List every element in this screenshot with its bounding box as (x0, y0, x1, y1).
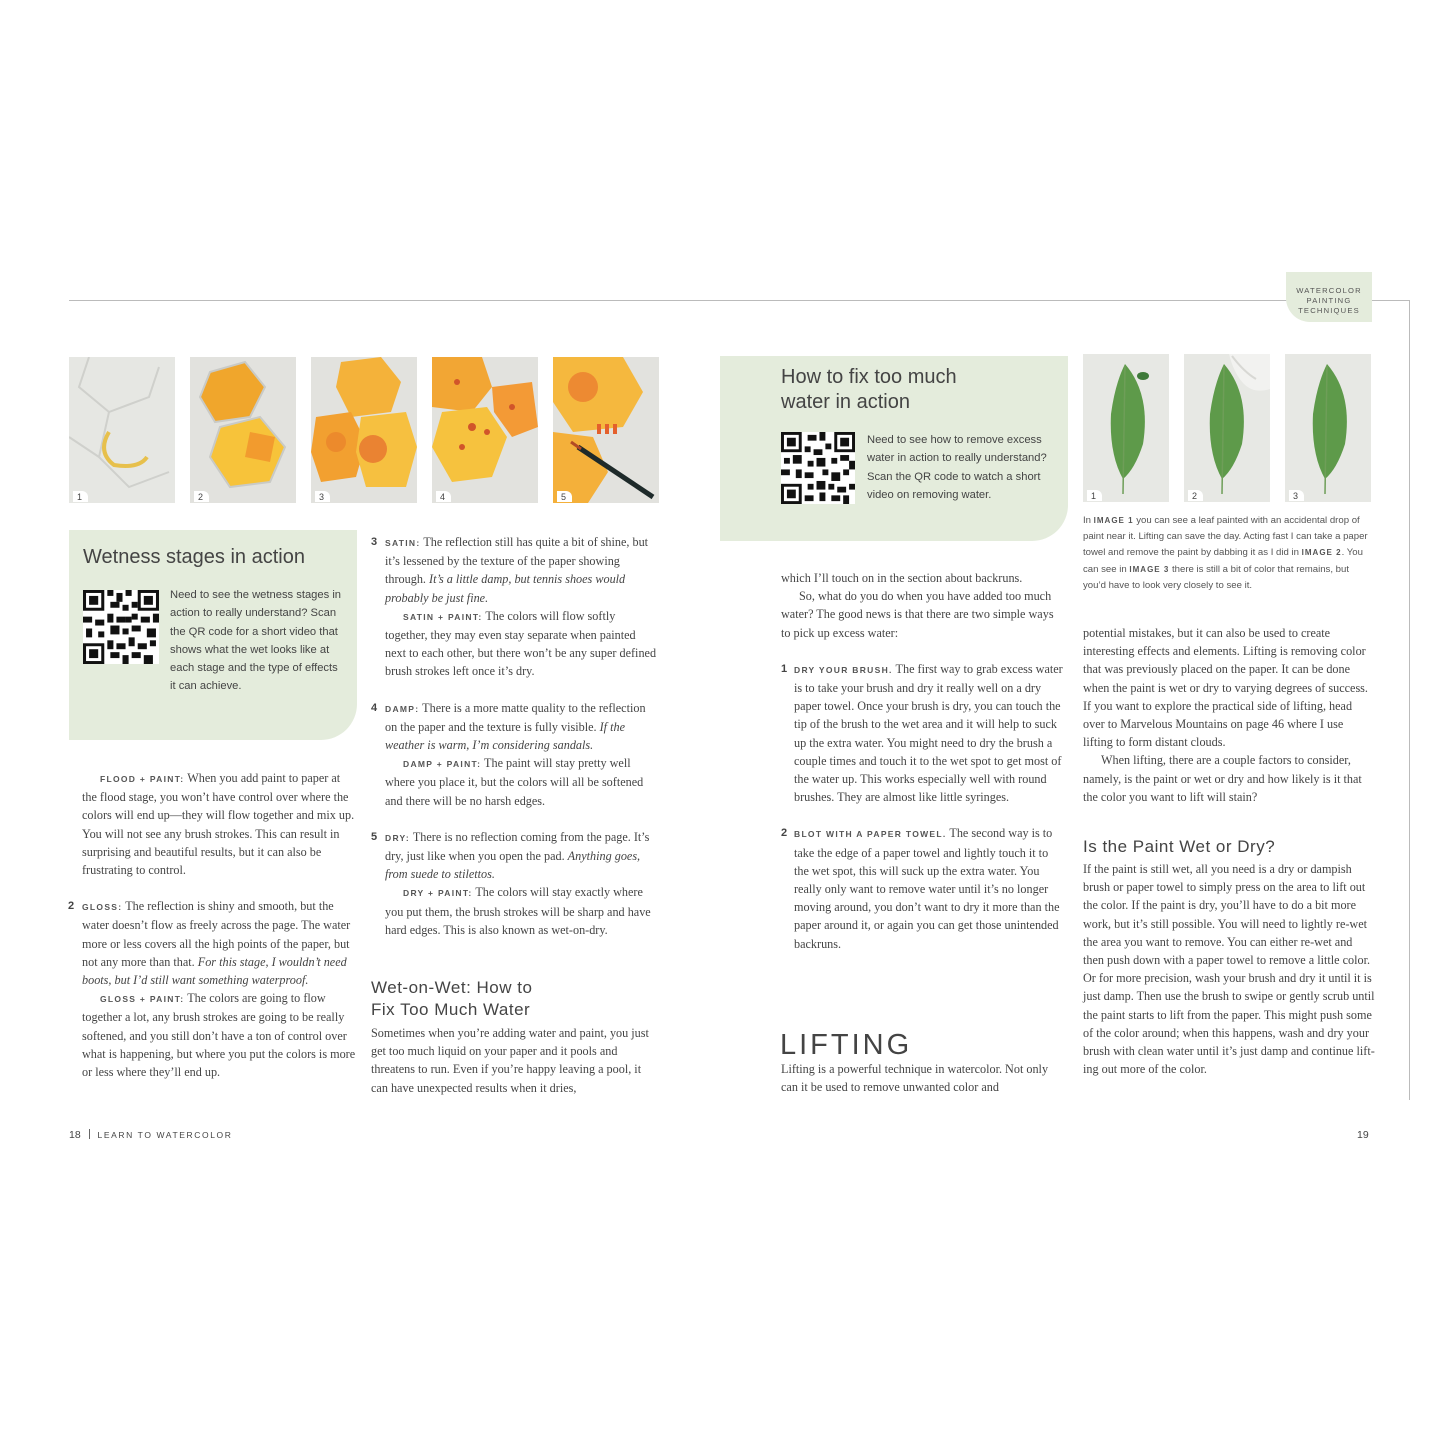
dry-label: DRY: (385, 832, 411, 843)
satin-paint-paragraph (385, 607, 658, 681)
photo-number: 2 (1188, 490, 1203, 501)
fix-box-text: Need to see how to remove excess water in action to really understand? Scan the QR code to watch a short video on removing water. (867, 434, 1047, 501)
dry-text: There is no reflection coming from the page. It’s dry, just like when you open the pad. (385, 829, 650, 864)
caption-image-ref: IMAGE 3 (1129, 564, 1170, 574)
satin-label: SATIN: (385, 538, 421, 548)
fix-water-video-box (720, 356, 1068, 541)
lifting-photo-1 (1083, 354, 1169, 502)
dry-paint-text: The colors will stay exactly where you put them, the brush strokes will be sharp and have hard edges. This is also known as wet-on-dry. (385, 885, 651, 937)
fix-box-title-line1: How to fix too much (781, 366, 957, 388)
caption-text: In (1083, 515, 1094, 526)
damp-number: 4 (371, 701, 378, 714)
fix-water-qr-code[interactable] (781, 432, 855, 504)
fix-box-title (781, 365, 957, 415)
wetness-box-text: Need to see the wetness stages in action to really understand? Scan the QR code for a short video that shows what the wet looks like at each stage and the type of effects it can achieve. (170, 589, 342, 693)
satin-paragraph (371, 533, 658, 607)
dry-italic: Anything goes, from suede to stilettos. (385, 849, 641, 882)
gloss-italic: For this stage, I wouldn’t need boots, but I’d still want something waterproof. (82, 954, 347, 988)
photo-number: 3 (1289, 490, 1304, 501)
damp-italic: If the weather is warm, I’m considering sandals. (385, 719, 625, 753)
paper-towel-item (781, 824, 1066, 952)
gloss-label: GLOSS: (82, 902, 123, 913)
flood-paragraph (82, 769, 357, 879)
wetness-photo-1 (69, 357, 175, 503)
dry-brush-text: The first way to grab excess water is to take your brush and dry it really well on a dry paper towel. Once your brush is dry, you can touch the tip of the brush to the wet area and it will help to suck up the extra water. You might need to dry the brush a couple times and touch it to the wet spot to get most of the water up. This works especially well with round brushes. They are almost like little syringes. (794, 661, 1063, 805)
lifting-paragraph-2: When lifting, there are a couple factors to consider, namely, is the paint or wet or dry and how likely is it that the color you want to lift will stain? (1083, 753, 1362, 804)
wetness-photo-2 (190, 357, 296, 503)
lifting-paragraph-1: potential mistakes, but it can also be used to create interesting effects and elements. Lifting is removing color that was previously placed on the paper. It can be done when the paint is wet or dry to varying degrees of success. If you want to explore the practical side of lifting, head over to Marvelous Mountains on page 46 where I use lifting to form distant clouds. (1083, 626, 1368, 750)
header-rule (69, 300, 1410, 301)
dry-paint-label: DRY + PAINT: (403, 888, 473, 899)
dry-brush-item (781, 660, 1066, 807)
paper-towel-number: 2 (781, 827, 788, 840)
dry-paint-paragraph (385, 883, 658, 939)
wetness-qr-code[interactable] (83, 590, 159, 664)
gloss-paragraph (68, 897, 357, 989)
satin-paint-label: SATIN + PAINT: (403, 611, 483, 622)
wet-on-wet-text: Sometimes when you’re adding water and paint, you just get too much liquid on your paper and it pools and threatens to run. Even if you’re happy leaving a pool, it can have unexpected results when it dries, (371, 1026, 649, 1095)
paper-towel-text: The second way is to take the edge of a paper towel and lightly touch it to the wet spot, this will suck up the extra water. You really only want to remove water until it’s no longer moving around, you don’t want to dry it more than the paper around it, or again you can get those unintended backruns. (794, 826, 1060, 951)
satin-number: 3 (371, 536, 378, 548)
wetness-photo-3 (311, 357, 417, 503)
column-2 (371, 533, 658, 939)
wet-or-dry-text: If the paint is still wet, all you need is a dry or dampish brush or paper towel to simply press on the area to lift out the color. If the paint is dry, you’ll have to do a bit more work, but it’s still possible. You will need to lightly re-wet the area you want to remove. You can either re-wet and then push down with a paper towel to remove a little color. Or for more precision, wash your brush and dry it until it is just damp. Then use the brush to swipe or gently scrub until the paint starts to lift from the paper. This might push some of the color around; when this happens, wash and dry your brush with clean water until it’s just damp and continue lifting out more of the color. (1083, 862, 1375, 1077)
photo-number: 4 (436, 491, 451, 502)
damp-paint-text: The paint will stay pretty well where you place it, but the colors will all be softened and there will be no harsh edges. (385, 756, 644, 808)
caption-text: . You can see in (1083, 547, 1363, 575)
caption-image-ref: IMAGE 1 (1093, 516, 1134, 525)
backruns-continuation: which I’ll touch on in the section about backruns. (781, 571, 1023, 585)
caption-text: you can see a leaf painted with an accidental drop of paint near it. Lifting can save the day. Acting fast I can take a paper towel and remove the paint by dabbing it as I did in (1083, 515, 1368, 559)
footer-left (69, 1128, 232, 1142)
damp-label: DAMP: (385, 703, 420, 714)
satin-italic: It’s a little damp, but tennis shoes would probably be just fine. (385, 572, 626, 605)
wetness-box-title: Wetness stages in action (83, 546, 305, 568)
lifting-intro: Lifting is a powerful technique in watercolor. Not only can it be used to remove unwanted color and (781, 1062, 1049, 1095)
wet-on-wet-heading-line1: Wet-on-Wet: How to (371, 978, 533, 997)
damp-paint-paragraph (385, 754, 658, 810)
page-number-left: 18 (69, 1129, 81, 1141)
damp-text: There is a more matte quality to the reflection on the paper and the texture is fully visible. (385, 700, 646, 734)
lifting-heading: LIFTING (780, 1029, 913, 1061)
damp-paint-label: DAMP + PAINT: (403, 759, 482, 770)
excess-water-intro: So, what do you do when you have added too much water? The good news is that there are two simple ways to pick up excess water: (781, 589, 1054, 640)
page-number-right: 19 (1357, 1129, 1369, 1141)
wetness-photo-4 (432, 357, 538, 503)
gloss-paint-text: The colors are going to flow together a lot, any brush strokes are going to be really softened, and you still don’t have a ton of control over what is happening, but where you put the colors is more or less where they’ll end up. (82, 991, 356, 1080)
wet-on-wet-heading-line2: Fix Too Much Water (371, 1000, 531, 1019)
right-margin-rule (1409, 300, 1410, 1100)
column-4 (1083, 624, 1376, 806)
dry-brush-label: DRY YOUR BRUSH. (794, 664, 893, 675)
paper-towel-label: BLOT WITH A PAPER TOWEL. (794, 829, 947, 840)
photo-number: 2 (194, 491, 209, 502)
book-title: LEARN TO WATERCOLOR (97, 1130, 233, 1140)
gloss-text: The reflection is shiny and smooth, but the water doesn’t flow as freely across the page. The water more or less covers all the high points of the paper, but not any more than that. (82, 899, 351, 969)
wetness-video-box (69, 530, 357, 740)
lifting-photo-2 (1184, 354, 1270, 502)
wet-or-dry-heading: Is the Paint Wet or Dry? (1083, 837, 1276, 856)
section-tab (1286, 272, 1372, 322)
gloss-paint-paragraph (82, 989, 357, 1081)
dry-number: 5 (371, 830, 378, 843)
fix-box-title-line2: water in action (781, 391, 910, 413)
photo-number: 3 (315, 491, 330, 502)
dry-paragraph (371, 828, 658, 884)
gloss-number: 2 (68, 900, 75, 913)
footer-divider (89, 1129, 90, 1139)
wetness-photo-5 (553, 357, 659, 503)
damp-paragraph (371, 699, 658, 755)
section-tab-line3: TECHNIQUES (1298, 306, 1360, 315)
photo-number: 1 (73, 491, 88, 502)
column-1 (68, 769, 357, 1081)
flood-text: When you add paint to paper at the flood stage, you won’t have control over where the colors will end up—they will flow together and mix up. You will not see any brush strokes. This can result in surprising and beautiful results, but it can also be frustrating to control. (82, 771, 355, 878)
photo-number: 5 (557, 491, 572, 502)
lifting-photo-caption (1083, 513, 1373, 594)
caption-image-ref: IMAGE 2 (1301, 548, 1342, 558)
column-3 (781, 569, 1066, 953)
caption-text: there is still a bit of color that remains, but you’d have to look very closely to see it. (1083, 563, 1350, 591)
dry-brush-number: 1 (781, 662, 788, 675)
satin-paint-text: The colors will flow softly together, they may even stay separate when painted next to each other, but there won’t be any super defined brush strokes left once it’s dry. (385, 608, 657, 679)
lifting-photo-3 (1285, 354, 1371, 502)
satin-text: The reflection still has quite a bit of shine, but it’s lessened by the texture of the paper showing through. (385, 535, 649, 587)
flood-label: FLOOD + PAINT: (100, 774, 185, 784)
gloss-paint-label: GLOSS + PAINT: (100, 994, 185, 1005)
wet-on-wet-heading (371, 977, 661, 1021)
section-tab-line2: PAINTING (1306, 296, 1352, 305)
photo-number: 1 (1087, 490, 1102, 501)
section-tab-line1: WATERCOLOR (1296, 286, 1362, 295)
